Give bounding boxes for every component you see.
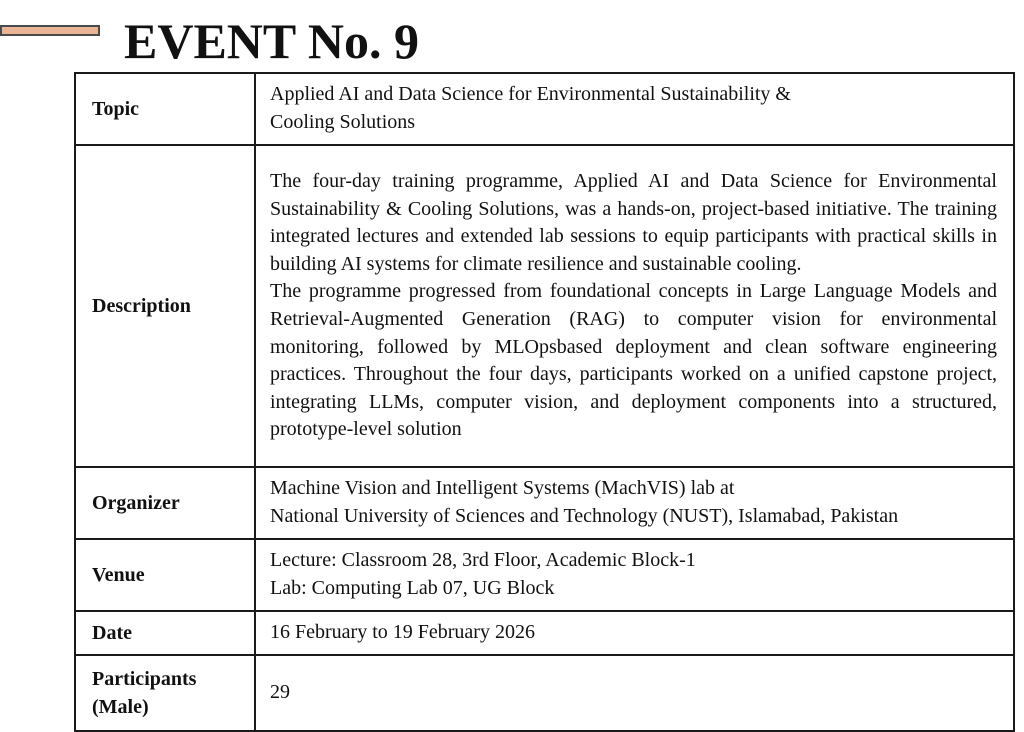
table-row-topic	[75, 73, 1014, 145]
participants-label	[75, 655, 255, 731]
description-label: Description	[75, 145, 255, 467]
event-details-table	[74, 72, 1015, 732]
table-row-description	[75, 145, 1014, 467]
participants-value: 29	[255, 655, 1014, 731]
table-row-organizer	[75, 467, 1014, 539]
description-paragraph-2: The programme progressed from foundational concepts in Large Language Models and Retrieval-Augmented Generation (RAG) to computer vision for environmental monitoring, followed by MLOpsbased deployment and clean software engineering practices. Throughout the four days, participants worked on a unified capstone project, integrating LLMs, computer vision, and deployment components into a structured, prototype-level solution	[270, 280, 997, 441]
event-title: EVENT No. 9	[124, 13, 419, 69]
organizer-line: Machine Vision and Intelligent Systems (MachVIS) lab at	[270, 477, 735, 500]
date-value: 16 February to 19 February 2026	[255, 611, 1014, 655]
participants-label-line: (Male)	[92, 696, 149, 718]
venue-label: Venue	[75, 539, 255, 611]
date-label: Date	[75, 611, 255, 655]
description-paragraph-1: The four-day training programme, Applied AI and Data Science for Environmental Sustainability & Cooling Solutions, was a hands-on, project-based initiative. The training integrated lectures and extended lab sessions to equip participants with practical skills in building AI systems for climate resilience and sustainable cooling.	[270, 170, 997, 275]
topic-line: Applied AI and Data Science for Environmental Sustainability &	[270, 83, 791, 106]
venue-line: Lab: Computing Lab 07, UG Block	[270, 577, 555, 599]
topic-line: Cooling Solutions	[270, 111, 416, 133]
organizer-label: Organizer	[75, 467, 255, 539]
organizer-line: National University of Sciences and Technology (NUST), Islamabad, Pakistan	[270, 505, 899, 527]
table-row-participants	[75, 655, 1014, 731]
venue-value	[255, 539, 1014, 611]
topic-value	[255, 73, 1014, 145]
accent-bar	[0, 25, 100, 36]
description-value	[255, 145, 1014, 467]
venue-line: Lecture: Classroom 28, 3rd Floor, Academic Block-1	[270, 549, 696, 572]
table-row-venue	[75, 539, 1014, 611]
table-row-date	[75, 611, 1014, 655]
organizer-value	[255, 467, 1014, 539]
topic-label: Topic	[75, 73, 255, 145]
participants-label-line: Participants	[92, 668, 197, 690]
